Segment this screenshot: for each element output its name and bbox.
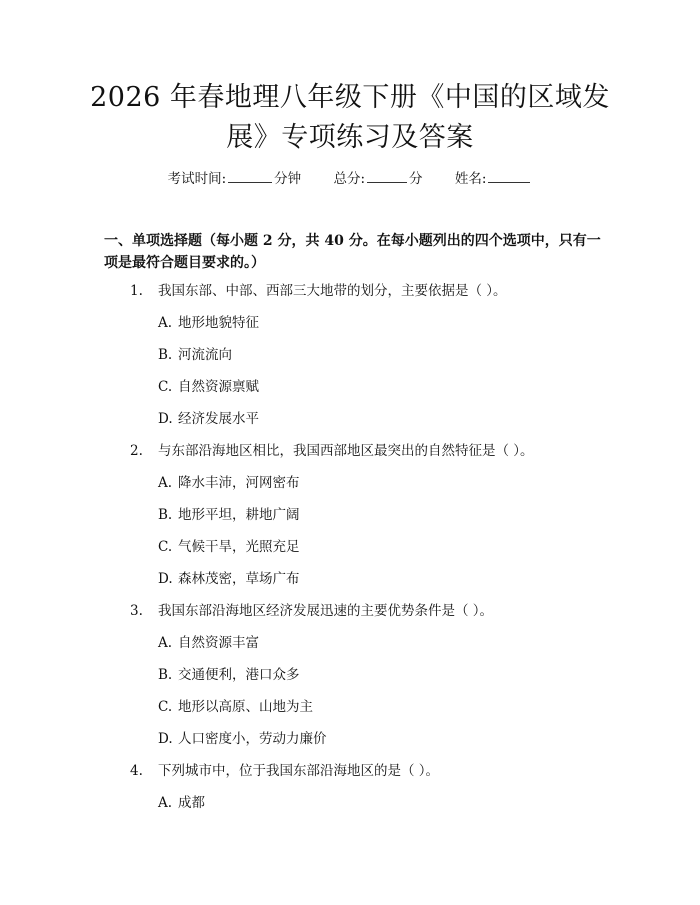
question-text: 我国东部、中部、西部三大地带的划分，主要依据是（ ）。 [158, 283, 507, 299]
option-text: 人口密度小，劳动力廉价 [178, 731, 327, 747]
question-2-option-c [158, 537, 300, 557]
exam-time-field [168, 168, 302, 189]
student-name-field [455, 168, 533, 189]
question-1-option-d [158, 409, 259, 429]
question-1 [130, 281, 507, 301]
option-letter: B. [158, 667, 173, 683]
total-score-blank [367, 168, 407, 183]
option-text: 地形以高原、山地为主 [178, 699, 313, 715]
option-letter: D. [158, 731, 173, 747]
document-title-line-1: 2026 年春地理八年级下册《中国的区域发 [90, 82, 610, 113]
question-text: 与东部沿海地区相比，我国西部地区最突出的自然特征是（ ）。 [158, 443, 534, 459]
question-1-option-b [158, 345, 232, 365]
exam-info-bar [0, 168, 700, 189]
option-text: 成都 [178, 795, 205, 811]
question-number: 2. [130, 443, 143, 459]
option-letter: D. [158, 571, 173, 587]
option-text: 地形地貌特征 [178, 315, 259, 331]
section-heading: 一、单项选择题（每小题 2 分，共 40 分。在每小题列出的四个选项中，只有一项是最符合题目要求的。） [104, 233, 601, 271]
question-2 [130, 441, 534, 461]
total-score-field [333, 168, 422, 189]
total-score-unit: 分 [409, 171, 423, 187]
option-text: 河流流向 [178, 347, 232, 363]
student-name-label: 姓名: [454, 171, 487, 187]
option-text: 自然资源禀赋 [178, 379, 259, 395]
option-letter: A. [158, 475, 173, 491]
question-3-option-d [158, 729, 327, 749]
option-letter: A. [158, 795, 173, 811]
option-text: 降水丰沛，河网密布 [178, 475, 300, 491]
question-4-option-a [158, 793, 205, 813]
question-2-option-d [158, 569, 300, 589]
question-3-option-b [158, 665, 300, 685]
option-text: 经济发展水平 [178, 411, 259, 427]
question-1-option-a [158, 313, 259, 333]
student-name-blank [488, 168, 530, 183]
option-letter: B. [158, 507, 173, 523]
question-text: 下列城市中，位于我国东部沿海地区的是（ ）。 [158, 763, 440, 779]
option-letter: C. [158, 699, 173, 715]
question-3-option-c [158, 697, 313, 717]
document-title-line-2: 展》专项练习及答案 [226, 122, 474, 153]
option-text: 森林茂密，草场广布 [178, 571, 300, 587]
question-number: 4. [130, 763, 143, 779]
option-text: 气候干旱，光照充足 [178, 539, 300, 555]
option-letter: A. [158, 635, 173, 651]
question-1-option-c [158, 377, 259, 397]
exam-time-label: 考试时间: [167, 171, 227, 187]
option-letter: B. [158, 347, 173, 363]
option-letter: D. [158, 411, 173, 427]
question-text: 我国东部沿海地区经济发展迅速的主要优势条件是（ ）。 [158, 603, 494, 619]
option-letter: A. [158, 315, 173, 331]
question-4 [130, 761, 439, 781]
option-letter: C. [158, 539, 173, 555]
option-text: 交通便利，港口众多 [178, 667, 300, 683]
exam-time-blank [228, 168, 272, 183]
question-2-option-b [158, 505, 300, 525]
question-number: 3. [130, 603, 143, 619]
option-letter: C. [158, 379, 173, 395]
total-score-label: 总分: [333, 171, 366, 187]
option-text: 自然资源丰富 [178, 635, 259, 651]
question-3-option-a [158, 633, 259, 653]
exam-time-unit: 分钟 [274, 171, 302, 187]
question-2-option-a [158, 473, 300, 493]
question-number: 1. [130, 283, 143, 299]
question-3 [130, 601, 493, 621]
option-text: 地形平坦，耕地广阔 [178, 507, 300, 523]
